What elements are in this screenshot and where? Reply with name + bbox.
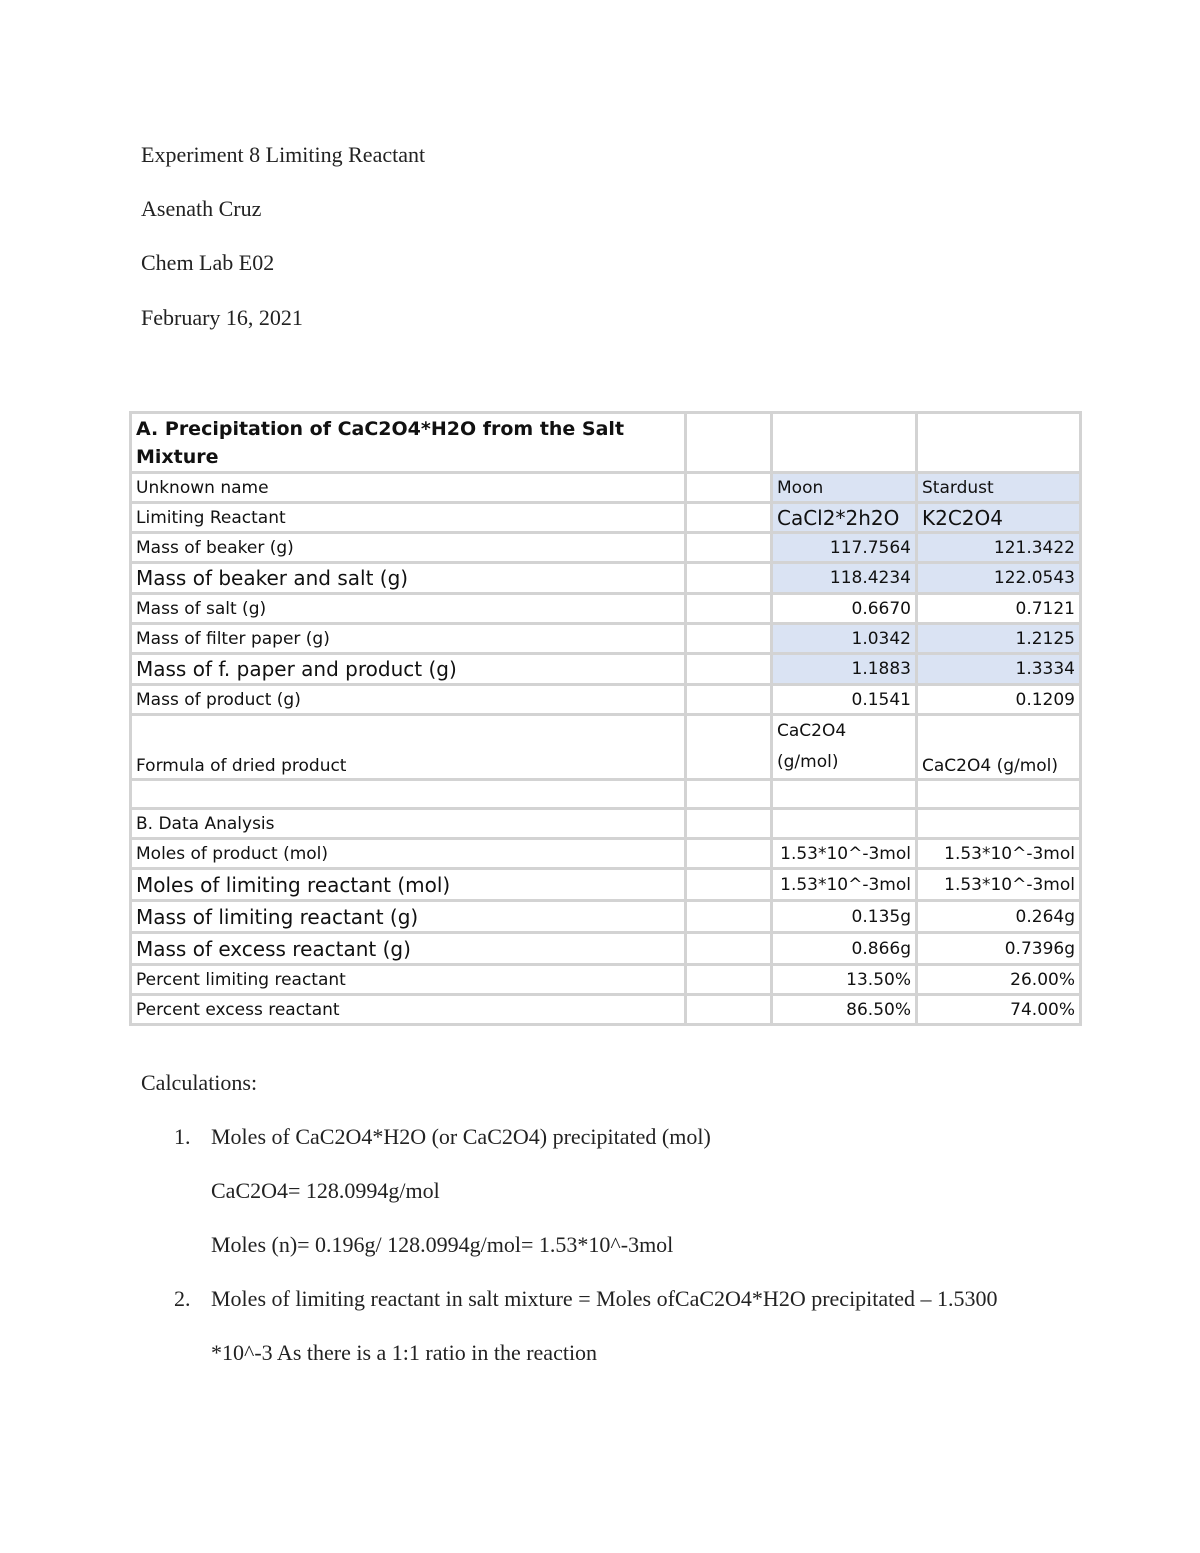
row-label: Mass of product (g) bbox=[131, 685, 686, 715]
list-number: 2. bbox=[174, 1286, 191, 1311]
table-row bbox=[131, 715, 1081, 780]
row-label: Mass of filter paper (g) bbox=[131, 624, 686, 654]
calc-item-1: Moles of CaC2O4*H2O (or CaC2O4) precipitated (mol) bbox=[211, 1124, 711, 1149]
moon-value: 1.53*10^-3mol bbox=[772, 869, 917, 901]
moon-value: 1.0342 bbox=[772, 624, 917, 654]
stardust-value: 1.2125 bbox=[917, 624, 1081, 654]
row-label: Mass of beaker (g) bbox=[131, 533, 686, 563]
moon-value: 1.53*10^-3mol bbox=[772, 839, 917, 869]
table-row bbox=[131, 780, 1081, 809]
stardust-value: K2C2O4 bbox=[917, 503, 1081, 533]
stardust-value: 0.1209 bbox=[917, 685, 1081, 715]
row-label: Mass of excess reactant (g) bbox=[131, 933, 686, 965]
row-label: Formula of dried product bbox=[131, 715, 686, 780]
table-row bbox=[131, 503, 1081, 533]
moon-value: CaC2O4 (g/mol) bbox=[772, 715, 917, 780]
table-row bbox=[131, 809, 1081, 839]
stardust-value: 0.7396g bbox=[917, 933, 1081, 965]
stardust-value: 0.264g bbox=[917, 901, 1081, 933]
section-a-heading: A. Precipitation of CaC2O4*H2O from the Salt Mixture bbox=[131, 413, 686, 473]
section-b-heading: B. Data Analysis bbox=[131, 809, 686, 839]
course-name: Chem Lab E02 bbox=[141, 250, 275, 275]
author-name: Asenath Cruz bbox=[141, 196, 262, 221]
row-label: Limiting Reactant bbox=[131, 503, 686, 533]
stardust-value: 1.53*10^-3mol bbox=[917, 839, 1081, 869]
row-label: Unknown name bbox=[131, 473, 686, 503]
ratio-line: *10^-3 As there is a 1:1 ratio in the reaction bbox=[211, 1340, 598, 1365]
stardust-value: Stardust bbox=[917, 473, 1081, 503]
row-label: Mass of beaker and salt (g) bbox=[131, 563, 686, 594]
calculations-heading: Calculations: bbox=[141, 1070, 258, 1095]
moon-value: 1.1883 bbox=[772, 654, 917, 685]
stardust-value: 122.0543 bbox=[917, 563, 1081, 594]
moon-value: 13.50% bbox=[772, 965, 917, 995]
table-row bbox=[131, 473, 1081, 503]
row-label: Moles of limiting reactant (mol) bbox=[131, 869, 686, 901]
row-label: Mass of limiting reactant (g) bbox=[131, 901, 686, 933]
row-label: Moles of product (mol) bbox=[131, 839, 686, 869]
moon-value: 86.50% bbox=[772, 995, 917, 1025]
table-row bbox=[131, 995, 1081, 1025]
table-row bbox=[131, 869, 1081, 901]
table-row bbox=[131, 933, 1081, 965]
moon-value: 0.866g bbox=[772, 933, 917, 965]
document-title: Experiment 8 Limiting Reactant bbox=[141, 142, 426, 167]
stardust-value: 26.00% bbox=[917, 965, 1081, 995]
table-row bbox=[131, 839, 1081, 869]
stardust-value: 1.53*10^-3mol bbox=[917, 869, 1081, 901]
row-label: Percent excess reactant bbox=[131, 995, 686, 1025]
table-row bbox=[131, 563, 1081, 594]
moon-value: 117.7564 bbox=[772, 533, 917, 563]
table-row bbox=[131, 654, 1081, 685]
moon-value: 0.6670 bbox=[772, 594, 917, 624]
stardust-value: 0.7121 bbox=[917, 594, 1081, 624]
table-row bbox=[131, 901, 1081, 933]
table-row bbox=[131, 533, 1081, 563]
moon-value: Moon bbox=[772, 473, 917, 503]
list-number: 1. bbox=[174, 1124, 191, 1149]
row-label: Mass of f. paper and product (g) bbox=[131, 654, 686, 685]
moon-value: 118.4234 bbox=[772, 563, 917, 594]
table-row bbox=[131, 594, 1081, 624]
moon-value: 0.135g bbox=[772, 901, 917, 933]
stardust-value: CaC2O4 (g/mol) bbox=[917, 715, 1081, 780]
table-row bbox=[131, 413, 1081, 473]
report-date: February 16, 2021 bbox=[141, 305, 303, 330]
table-row bbox=[131, 965, 1081, 995]
calc-item-2: Moles of limiting reactant in salt mixture = Moles ofCaC2O4*H2O precipitated – 1.5300 bbox=[211, 1286, 998, 1311]
stardust-value: 74.00% bbox=[917, 995, 1081, 1025]
table-row bbox=[131, 685, 1081, 715]
row-label: Percent limiting reactant bbox=[131, 965, 686, 995]
row-label: Mass of salt (g) bbox=[131, 594, 686, 624]
moon-value: CaCl2*2h2O bbox=[772, 503, 917, 533]
stardust-value: 121.3422 bbox=[917, 533, 1081, 563]
moon-value: 0.1541 bbox=[772, 685, 917, 715]
moles-formula-line: Moles (n)= 0.196g/ 128.0994g/mol= 1.53*10^-3mol bbox=[211, 1232, 674, 1257]
table-row bbox=[131, 624, 1081, 654]
data-table bbox=[129, 411, 1082, 1026]
stardust-value: 1.3334 bbox=[917, 654, 1081, 685]
molar-mass-line: CaC2O4= 128.0994g/mol bbox=[211, 1178, 440, 1203]
